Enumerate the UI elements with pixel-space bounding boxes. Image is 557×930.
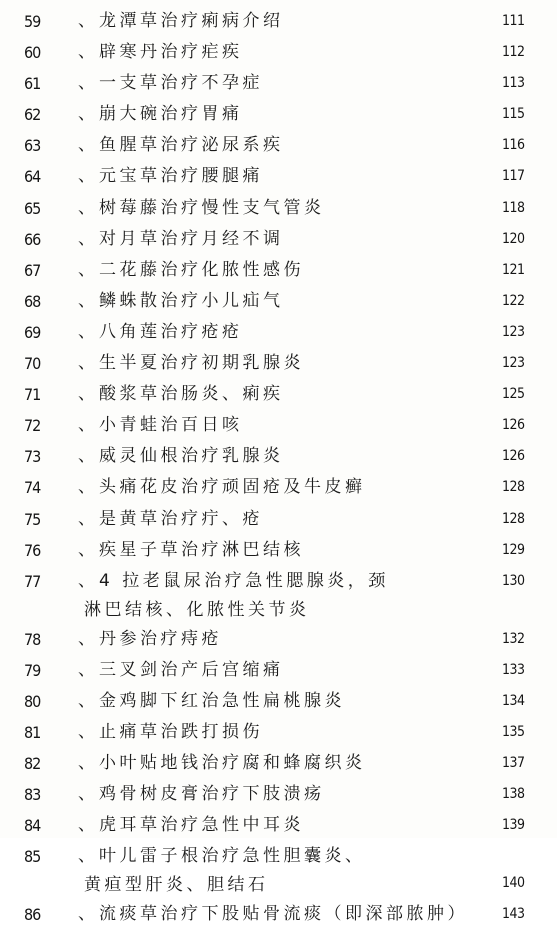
entry-page-number: 112	[502, 44, 525, 61]
entry-number: 84	[24, 816, 41, 836]
entry-number: 59	[24, 12, 41, 31]
entry-title-text: 元宝草治疗腰腿痛	[99, 166, 263, 187]
entry-title	[78, 655, 488, 686]
entry-separator: 、	[78, 11, 95, 31]
entry-page-number: 122	[502, 292, 525, 309]
entry-title-text: 鸡骨树皮膏治疗下肢溃疡	[99, 784, 325, 805]
entry-title	[78, 286, 488, 317]
entry-number: 73	[24, 447, 41, 467]
toc-entry-73	[0, 441, 557, 472]
entry-separator: 、	[78, 815, 95, 836]
entry-separator: 、	[78, 166, 95, 187]
entry-title-text: 龙潭草治疗痢病介绍	[99, 11, 284, 31]
toc-entry-84	[0, 810, 557, 841]
entry-page-number: 130	[502, 572, 525, 589]
entry-page-number: 140	[502, 875, 525, 892]
entry-number: 64	[24, 167, 41, 187]
entry-number: 70	[24, 354, 41, 374]
entry-title-text: 叶儿雷子根治疗急性胆囊炎、	[99, 846, 366, 867]
entry-title	[78, 68, 488, 99]
entry-page-number: 137	[502, 755, 525, 772]
entry-number: 78	[24, 629, 41, 649]
entry-title	[78, 37, 488, 68]
entry-number: 62	[24, 105, 41, 125]
entry-separator: 、	[78, 508, 95, 529]
toc-entry-76	[0, 535, 557, 566]
entry-title	[78, 6, 488, 37]
toc-entry-68	[0, 286, 557, 317]
entry-page-number: 133	[502, 661, 525, 678]
entry-title-text: 小叶贴地钱治疗腐和蜂腐织炎	[99, 753, 366, 774]
entry-title-text: 丹参治疗痔疮	[99, 628, 222, 649]
entry-title	[78, 379, 488, 410]
toc-entry-86	[0, 899, 557, 930]
entry-title	[78, 193, 488, 224]
toc-entry-83	[0, 779, 557, 810]
toc-entry-62	[0, 99, 557, 130]
entry-title	[78, 504, 488, 535]
entry-page-number: 113	[502, 75, 525, 92]
toc-entry-75	[0, 504, 557, 535]
toc-entry-61	[0, 68, 557, 99]
entry-title-text: 金鸡脚下红治急性扁桃腺炎	[99, 690, 345, 711]
entry-number: 85	[24, 847, 41, 867]
entry-page-number: 120	[502, 230, 525, 247]
toc-entry-74	[0, 472, 557, 503]
entry-separator: 、	[78, 659, 95, 680]
toc-entry-65	[0, 193, 557, 224]
toc-entry-72	[0, 410, 557, 441]
entry-title	[78, 624, 488, 655]
entry-separator: 、	[78, 784, 95, 805]
entry-separator: 、	[78, 42, 95, 63]
entry-title	[78, 686, 488, 717]
entry-title	[78, 535, 488, 566]
entry-title	[78, 472, 488, 503]
entry-number: 74	[24, 478, 41, 498]
entry-page-number: 115	[502, 106, 525, 123]
toc-entry-81	[0, 717, 557, 748]
entry-title-text: 二花藤治疗化脓性感伤	[99, 259, 304, 280]
entry-separator: 、	[78, 73, 95, 94]
entry-title-text: 流痰草治疗下股贴骨流痰（即深部脓肿）	[99, 904, 468, 925]
entry-page-number: 116	[502, 137, 525, 154]
entry-title-text: 生半夏治疗初期乳腺炎	[99, 353, 304, 374]
entry-separator: 、	[78, 753, 95, 774]
toc-entry-64	[0, 161, 557, 192]
entry-title	[78, 130, 488, 161]
toc-entry-85	[0, 841, 557, 899]
entry-page-number: 125	[502, 386, 525, 403]
toc-entry-79	[0, 655, 557, 686]
entry-title	[78, 224, 488, 255]
entry-title-continuation: 淋巴结核、化脓性关节炎	[84, 599, 310, 620]
entry-number: 77	[24, 571, 41, 591]
entry-page-number: 128	[502, 479, 525, 496]
entry-title	[78, 841, 488, 898]
entry-separator: 、	[78, 628, 95, 649]
entry-page-number: 135	[502, 723, 525, 740]
entry-title-text: 三叉剑治产后宫缩痛	[99, 659, 284, 680]
entry-page-number: 118	[502, 199, 525, 216]
toc-entry-59	[0, 6, 557, 37]
entry-page-number: 117	[502, 168, 525, 185]
entry-title	[78, 899, 488, 930]
entry-title	[78, 748, 488, 779]
entry-title	[78, 410, 488, 441]
entry-title	[78, 161, 488, 192]
toc-entry-71	[0, 379, 557, 410]
entry-page-number: 126	[502, 417, 525, 434]
entry-number: 72	[24, 416, 41, 436]
toc-entry-63	[0, 130, 557, 161]
entry-number: 68	[24, 291, 41, 311]
entry-title-continuation: 黄疸型肝炎、胆结石	[84, 875, 269, 896]
toc-entry-66	[0, 224, 557, 255]
entry-number: 81	[24, 722, 41, 742]
entry-separator: 、	[78, 846, 95, 867]
entry-title-text: 头痛花皮治疗顽固疮及牛皮癣	[99, 477, 366, 498]
entry-separator: 、	[78, 721, 95, 742]
entry-title-text: 辟寒丹治疗疟疾	[99, 42, 243, 63]
entry-number: 61	[24, 74, 41, 94]
toc-entry-70	[0, 348, 557, 379]
entry-separator: 、	[78, 477, 95, 498]
toc-entry-78	[0, 624, 557, 655]
table-of-contents	[0, 6, 557, 930]
entry-page-number: 128	[502, 510, 525, 527]
entry-title	[78, 566, 488, 623]
entry-number: 80	[24, 691, 41, 711]
entry-separator: 、	[78, 539, 95, 560]
entry-number: 79	[24, 660, 41, 680]
entry-title-text: 树莓藤治疗慢性支气管炎	[99, 197, 325, 218]
entry-page-number: 139	[502, 817, 525, 834]
entry-page-number: 129	[502, 541, 525, 558]
entry-page-number: 143	[502, 906, 525, 923]
entry-number: 86	[24, 905, 41, 925]
entry-page-number: 138	[502, 786, 525, 803]
entry-title-text: 威灵仙根治疗乳腺炎	[99, 446, 284, 467]
entry-title	[78, 717, 488, 748]
toc-entry-80	[0, 686, 557, 717]
entry-page-number: 132	[502, 630, 525, 647]
entry-number: 67	[24, 260, 41, 280]
entry-title-text: 鱼腥草治疗泌尿系疾	[99, 135, 284, 156]
entry-separator: 、	[78, 104, 95, 125]
entry-separator: 、	[78, 135, 95, 156]
entry-number: 76	[24, 540, 41, 560]
entry-page-number: 121	[502, 261, 525, 278]
entry-separator: 、	[78, 904, 95, 925]
entry-separator: 、	[78, 353, 95, 374]
entry-title-text: 虎耳草治疗急性中耳炎	[99, 815, 304, 836]
entry-separator: 、	[78, 690, 95, 711]
entry-number: 71	[24, 385, 41, 405]
toc-entry-82	[0, 748, 557, 779]
entry-title-text: 酸浆草治肠炎、痢疾	[99, 384, 284, 405]
entry-separator: 、	[78, 415, 95, 436]
entry-title	[78, 810, 488, 841]
entry-page-number: 126	[502, 448, 525, 465]
entry-separator: 、	[78, 446, 95, 467]
entry-title-text: 是黄草治疗疔、疮	[99, 508, 263, 529]
entry-number: 66	[24, 229, 41, 249]
toc-entry-69	[0, 317, 557, 348]
entry-title-text: 八角莲治疗疮疮	[99, 321, 243, 342]
entry-title	[78, 779, 488, 810]
entry-title-text: 鳞蛛散治疗小儿疝气	[99, 290, 284, 311]
entry-number: 82	[24, 754, 41, 774]
entry-title-text: 疾星子草治疗淋巴结核	[99, 539, 304, 560]
entry-separator: 、	[78, 228, 95, 249]
entry-separator: 、	[78, 570, 95, 591]
toc-entry-67	[0, 255, 557, 286]
entry-number: 83	[24, 785, 41, 805]
entry-title-text: 4 拉老鼠尿治疗急性腮腺炎，颈	[99, 570, 389, 591]
toc-entry-77	[0, 566, 557, 624]
toc-entry-60	[0, 37, 557, 68]
entry-number: 60	[24, 43, 41, 63]
entry-title-text: 一支草治疗不孕症	[99, 73, 263, 94]
entry-page-number: 111	[502, 13, 525, 29]
entry-separator: 、	[78, 384, 95, 405]
entry-title	[78, 317, 488, 348]
entry-number: 63	[24, 136, 41, 156]
entry-title	[78, 348, 488, 379]
entry-title	[78, 99, 488, 130]
entry-title-text: 小青蛙治百日咳	[99, 415, 243, 436]
entry-page-number: 123	[502, 323, 525, 340]
entry-number: 65	[24, 198, 41, 218]
entry-separator: 、	[78, 259, 95, 280]
entry-page-number: 134	[502, 692, 525, 709]
entry-separator: 、	[78, 290, 95, 311]
entry-title-text: 对月草治疗月经不调	[99, 228, 284, 249]
entry-title-text: 崩大碗治疗胃痛	[99, 104, 243, 125]
entry-page-number: 123	[502, 355, 525, 372]
entry-number: 75	[24, 509, 41, 529]
entry-title-text: 止痛草治跌打损伤	[99, 721, 263, 742]
entry-title	[78, 255, 488, 286]
entry-separator: 、	[78, 321, 95, 342]
entry-number: 69	[24, 322, 41, 342]
entry-separator: 、	[78, 197, 95, 218]
entry-title	[78, 441, 488, 472]
